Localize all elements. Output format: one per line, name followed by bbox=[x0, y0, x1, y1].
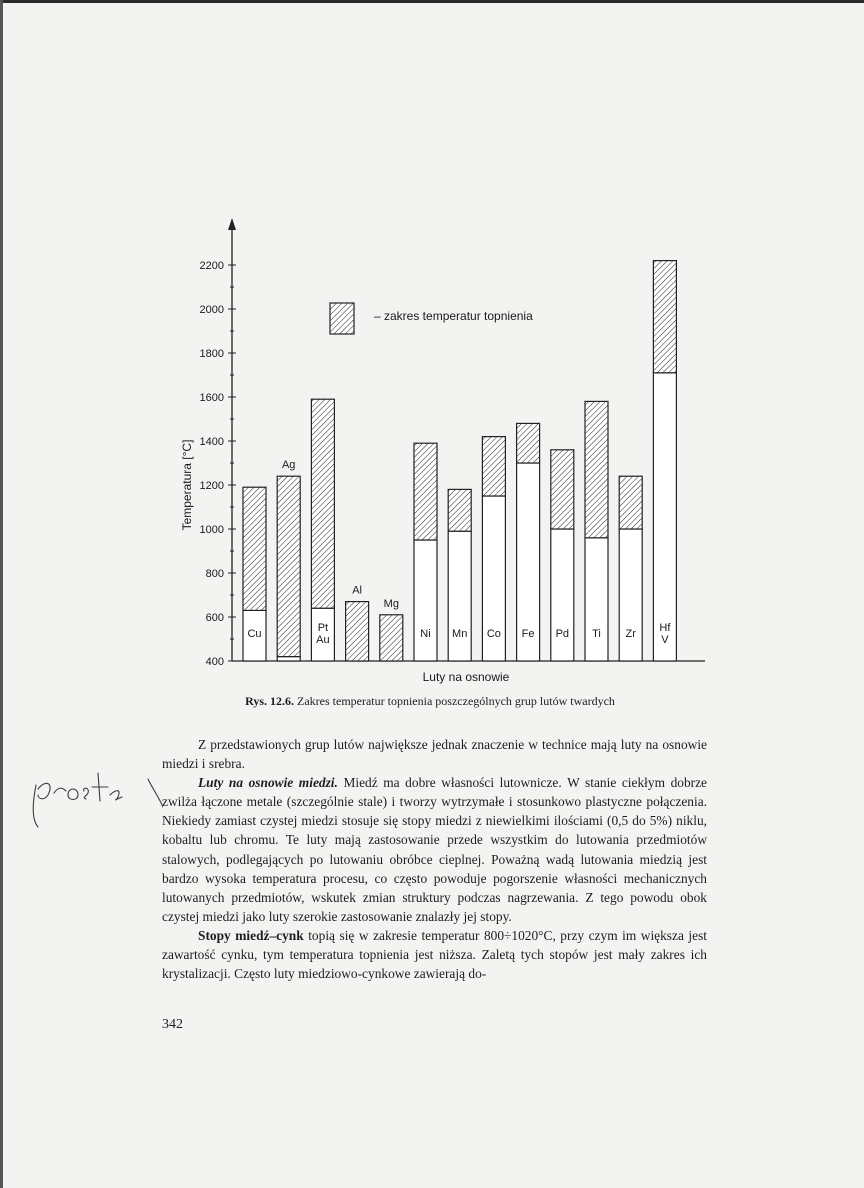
bar-mg bbox=[380, 598, 403, 661]
bar-pd bbox=[551, 450, 574, 661]
body-text bbox=[162, 735, 707, 983]
bar-zr bbox=[619, 476, 642, 661]
figure-caption bbox=[150, 693, 710, 709]
bar-label: Co bbox=[486, 628, 501, 640]
paragraph-2-text: Miedź ma dobre własności lutownicze. W stanie ciekłym dobrze zwilża łączone metale (szczególnie stale) i tworzy wytrzymałe i stosunkowo plastyczne połączenia. Niekiedy zamiast czystej miedzi stosuje się stopy miedzi z niewielkimi ilościami (0,5 do 5%) niklu, kobaltu lub chromu. Te luty mają zastosowanie przede wszystkim do lutowania przedmiotów stalowych, podlegających po lutowaniu obróbce cieplnej. Poważną wadą lutowania miedzią jest bardzo wysoka temperatura procesu, co często powoduje pogorszenie własności mechanicznych lutowanych przedmiotów, wskutek zmian struktury podczas nagrzewania. Z tego powodu obok czystej miedzi jako luty szerokie zastosowanie znalazły jej stopy. bbox=[162, 775, 707, 924]
bar-melting-range bbox=[448, 489, 471, 531]
paragraph-3-heading: Stopy miedź–cynk bbox=[198, 927, 304, 943]
bar-label: Ni bbox=[420, 628, 431, 640]
bar-melting-range bbox=[653, 261, 676, 373]
legend-swatch bbox=[330, 303, 354, 334]
bar-melting-range bbox=[619, 476, 642, 529]
caption-number: Rys. 12.6. bbox=[245, 694, 295, 708]
paragraph-3-text: topią się w zakresie temperatur 800÷1020°C, przy czym im większa jest zawartość cynku, tym temperatura topnienia jest niższa. Zaletą tych stopów jest mały zakres ich krystalizacji. Często luty miedziowo-cynkowe zawierają do- bbox=[162, 927, 708, 982]
bar-label: Pt bbox=[317, 622, 329, 634]
bar-mn bbox=[448, 489, 471, 661]
bar-label: Mg bbox=[383, 597, 399, 610]
chart-legend bbox=[330, 303, 533, 334]
bar-label: Cu bbox=[247, 628, 262, 640]
paragraph-3 bbox=[162, 926, 707, 983]
bar-melting-range bbox=[482, 437, 505, 496]
bar-solid-part bbox=[551, 529, 574, 661]
y-tick-label: 400 bbox=[205, 656, 224, 668]
bar-melting-range bbox=[414, 443, 437, 540]
bar-ni bbox=[414, 443, 437, 661]
bar-melting-range bbox=[551, 450, 574, 529]
bar-solid-part bbox=[585, 538, 608, 661]
x-axis-label: Luty na osnowie bbox=[422, 670, 510, 684]
bar-melting-range bbox=[346, 602, 369, 661]
bar-hf-v bbox=[653, 261, 676, 661]
bar-solid-part bbox=[414, 540, 437, 661]
bar-label: Al bbox=[352, 584, 362, 597]
bar-solid-part bbox=[619, 529, 642, 661]
bar-melting-range bbox=[243, 487, 266, 610]
bar-label: Ag bbox=[281, 459, 296, 472]
y-tick-label: 1400 bbox=[199, 436, 224, 448]
paragraph-2 bbox=[162, 773, 707, 926]
y-tick-label: 1000 bbox=[199, 524, 224, 536]
bar-solid-part bbox=[653, 373, 676, 661]
bar-pt-au bbox=[311, 399, 334, 661]
y-tick-label: 600 bbox=[205, 612, 224, 624]
paragraph-2-heading: Luty na osnowie miedzi. bbox=[198, 775, 338, 791]
caption-text: Zakres temperatur topnienia poszczególnych grup lutów twardych bbox=[294, 694, 615, 708]
handwritten-margin-note bbox=[28, 765, 163, 835]
bar-label: Mn bbox=[452, 628, 468, 640]
bar-co bbox=[482, 437, 505, 661]
bar-ag bbox=[277, 459, 300, 661]
bar-label: Fe bbox=[521, 628, 535, 640]
bar-melting-range bbox=[585, 401, 608, 537]
bar-label: Zr bbox=[625, 628, 636, 640]
bar-melting-range bbox=[517, 423, 540, 463]
y-tick-label: 800 bbox=[205, 568, 224, 580]
legend-label: – zakres temperatur topnienia bbox=[374, 309, 533, 323]
bar-al bbox=[346, 585, 369, 661]
paragraph-1: Z przedstawionych grup lutów największe jednak znaczenie w technice mają luty na osnowie miedzi i srebra. bbox=[162, 737, 707, 772]
bar-ti bbox=[585, 401, 608, 661]
bar-fe bbox=[517, 423, 540, 661]
bar-label: V bbox=[661, 634, 669, 646]
page-number: 342 bbox=[162, 1017, 183, 1032]
bar-melting-range bbox=[380, 615, 403, 661]
bar-solid-part bbox=[448, 531, 471, 661]
bar-cu bbox=[243, 487, 266, 661]
bar-label: Au bbox=[316, 634, 330, 646]
bar-melting-range bbox=[311, 399, 334, 608]
y-tick-label: 1200 bbox=[199, 480, 224, 492]
y-tick-label: 2000 bbox=[199, 304, 224, 316]
bar-label: Ti bbox=[592, 628, 601, 640]
bar-label: Pd bbox=[555, 628, 570, 640]
y-axis-label: Temperatura [°C] bbox=[180, 439, 194, 531]
y-axis-arrow bbox=[228, 218, 236, 230]
y-tick-label: 1800 bbox=[199, 348, 224, 360]
bar-solid-part bbox=[277, 657, 300, 661]
y-tick-label: 2200 bbox=[199, 260, 224, 272]
bar-label: Hf bbox=[659, 622, 671, 634]
bar-melting-range bbox=[277, 476, 300, 656]
y-tick-label: 1600 bbox=[199, 392, 224, 404]
